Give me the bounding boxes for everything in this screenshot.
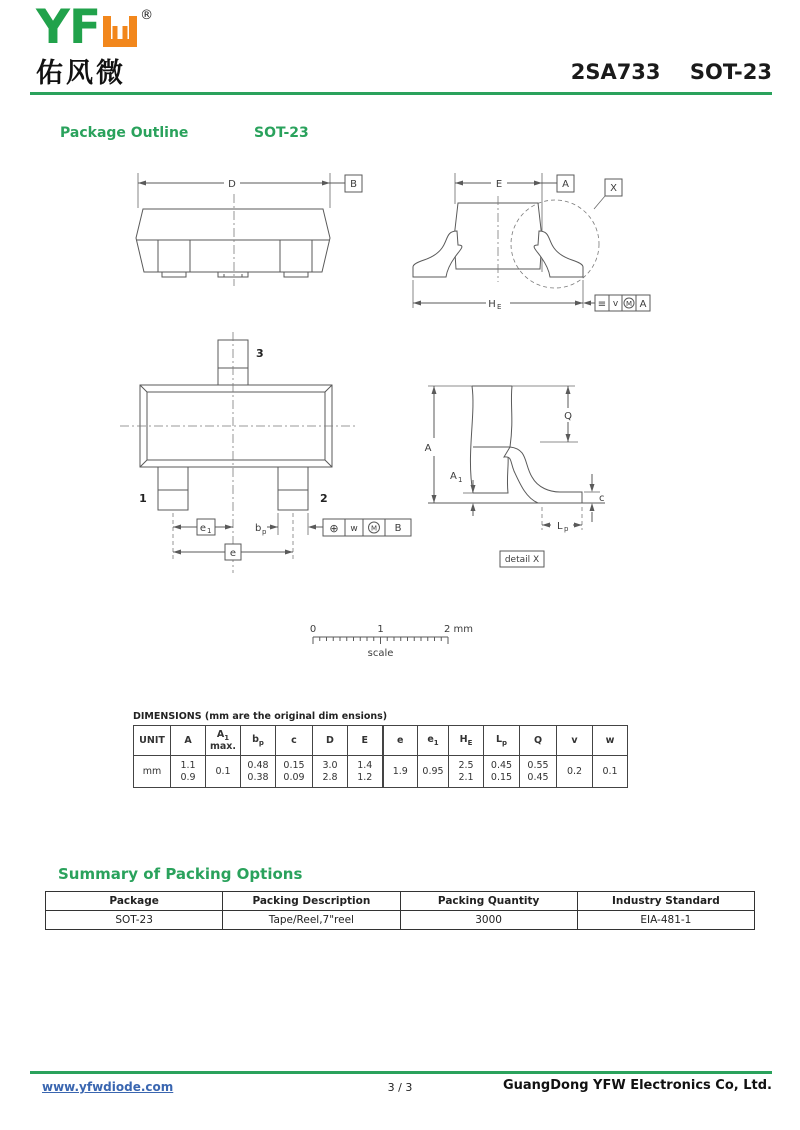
lp-dimension: [542, 507, 582, 533]
package-name: SOT-23: [689, 60, 772, 84]
dim-lp-label: L: [557, 521, 563, 532]
pin-3: [218, 340, 264, 385]
datum-ref-a: A: [639, 299, 647, 310]
logo-w-icon: [103, 16, 137, 47]
val-bp: 0.48 0.38: [241, 756, 276, 788]
side-view-drawing: [120, 160, 390, 305]
e-dimension: [173, 544, 293, 560]
website-link[interactable]: www.yfwdiode.com: [42, 1080, 174, 1094]
dim-e1-label: e: [199, 523, 207, 534]
val-v: 0.2: [557, 756, 593, 788]
tolerance-v: v: [612, 299, 619, 309]
tolerance-w: w: [350, 524, 358, 534]
footer-divider: [30, 1071, 772, 1074]
pin-2-label: 2: [320, 492, 328, 505]
e1-dimension: [173, 519, 233, 535]
dim-a-label: A: [424, 443, 432, 454]
pin-2: [278, 467, 328, 562]
package-body-outline: [413, 196, 583, 282]
company-logo: [36, 0, 154, 89]
part-number: 2SA733: [570, 60, 661, 84]
val-e1: 0.95: [418, 756, 449, 788]
val-q: 0.55 0.45: [520, 756, 557, 788]
header-divider: [30, 92, 772, 95]
packing-standard: EIA-481-1: [577, 911, 754, 930]
col-a: A: [171, 726, 206, 756]
scale-bar: [300, 613, 474, 663]
detail-x-caption: detail X: [504, 555, 540, 565]
dimensions-title: DIMENSIONS (mm are the original dim ensions): [133, 711, 388, 722]
scale-caption: scale: [367, 648, 394, 659]
scale-tick-2: 2 mm: [444, 624, 474, 635]
dim-bp-label: b: [255, 523, 262, 534]
dimensions-table: [133, 725, 628, 788]
dim-a1-sub: 1: [458, 476, 463, 484]
val-lp: 0.45 0.15: [484, 756, 520, 788]
col-a1: $A_1$ max.: [206, 726, 241, 756]
package-body-outline: [136, 194, 330, 286]
logo-chinese-name: 佑风微: [36, 58, 126, 89]
d-dimension: [138, 173, 362, 208]
packing-package: SOT-23: [46, 911, 223, 930]
dim-q-label: Q: [564, 411, 572, 422]
packing-section: [45, 891, 755, 930]
bp-dimension: [255, 523, 278, 536]
dim-bp-sub: p: [262, 528, 267, 536]
right-lead: [534, 231, 583, 277]
dim-c-label: c: [599, 493, 605, 504]
front-view-drawing: [400, 160, 670, 325]
scale-tick-1: 1: [377, 624, 384, 635]
packing-heading: Summary of Packing Options: [58, 865, 303, 883]
col-q: Q: [520, 726, 557, 756]
val-e: 1.9: [383, 756, 418, 788]
col-e1: $e_1$: [418, 726, 449, 756]
left-lead: [413, 231, 462, 277]
dim-he-label: H: [488, 299, 496, 310]
val-unit: mm: [134, 756, 171, 788]
dimensions-header-row: [134, 726, 628, 756]
col-e-cap: E: [348, 726, 383, 756]
packing-col-quantity: Packing Quantity: [400, 892, 577, 911]
dim-e1-sub: 1: [207, 527, 212, 535]
col-c: c: [276, 726, 313, 756]
section-package: SOT-23: [254, 125, 309, 141]
packing-table: [45, 891, 755, 930]
col-d: D: [313, 726, 348, 756]
page-number: 3 / 3: [387, 1081, 413, 1094]
a-dimension: [425, 386, 437, 503]
company-name: GuangDong YFW Electronics Co, Ltd.: [502, 1078, 772, 1093]
packing-header-row: [46, 892, 755, 911]
packing-col-description: Packing Description: [223, 892, 400, 911]
a1-dimension: [450, 471, 476, 516]
dim-a1-label: A: [450, 471, 457, 482]
lead-profile: [504, 447, 582, 503]
detail-x-drawing: [420, 370, 640, 585]
packing-col-package: Package: [46, 892, 223, 911]
datum-a-label: A: [562, 179, 569, 190]
mmc-modifier: M: [370, 524, 378, 533]
col-bp: $b_p$: [241, 726, 276, 756]
col-w: w: [593, 726, 628, 756]
logo-w-inner-icon: [113, 26, 128, 39]
dimensions-section: [133, 711, 628, 788]
symmetry-symbol: ≡: [597, 299, 607, 310]
pin-1-label: 1: [139, 492, 147, 505]
packing-description: Tape/Reel,7"reel: [223, 911, 400, 930]
col-e: e: [383, 726, 418, 756]
datum-b-label: B: [350, 179, 357, 190]
packing-quantity: 3000: [400, 911, 577, 930]
col-lp: $L_p$: [484, 726, 520, 756]
c-dimension: [584, 474, 605, 522]
detail-caption: [500, 551, 544, 567]
logo-wordmark: [36, 0, 154, 56]
val-d: 3.0 2.8: [313, 756, 348, 788]
col-unit: UNIT: [134, 726, 171, 756]
feature-control-frame-b: [308, 519, 411, 536]
val-a: 1.1 0.9: [171, 756, 206, 788]
val-e-cap: 1.4 1.2: [348, 756, 383, 788]
top-view-drawing: [115, 330, 435, 580]
val-c: 0.15 0.09: [276, 756, 313, 788]
col-v: v: [557, 726, 593, 756]
feature-control-frame-a: [583, 295, 650, 311]
col-he: $H_E$: [449, 726, 484, 756]
datum-ref-b: B: [394, 523, 402, 534]
val-he: 2.5 2.1: [449, 756, 484, 788]
dim-e-label: e: [229, 548, 237, 559]
scale-tick-0: 0: [309, 624, 317, 635]
val-a1: 0.1: [206, 756, 241, 788]
registered-mark: ®: [140, 8, 154, 23]
q-dimension: [564, 386, 572, 442]
dimensions-value-row: [134, 756, 628, 788]
section-title: Package Outline: [60, 125, 189, 141]
detail-x-label: X: [610, 183, 617, 194]
mmc-modifier: M: [625, 300, 633, 308]
logo-yf-text: YF: [36, 0, 101, 55]
val-w: 0.1: [593, 756, 628, 788]
page-title: [549, 60, 772, 84]
packing-col-standard: Industry Standard: [577, 892, 754, 911]
dim-he-sub: E: [497, 303, 502, 311]
dim-d-label: D: [228, 179, 236, 190]
pin-3-label: 3: [256, 347, 264, 360]
position-symbol: ⊕: [329, 522, 339, 535]
packing-value-row: [46, 911, 755, 930]
body-and-lead: [428, 386, 605, 503]
he-dimension: [413, 280, 583, 311]
pin-1: [139, 467, 188, 562]
dim-lp-sub: p: [564, 525, 569, 533]
dim-e-label: E: [495, 179, 503, 190]
